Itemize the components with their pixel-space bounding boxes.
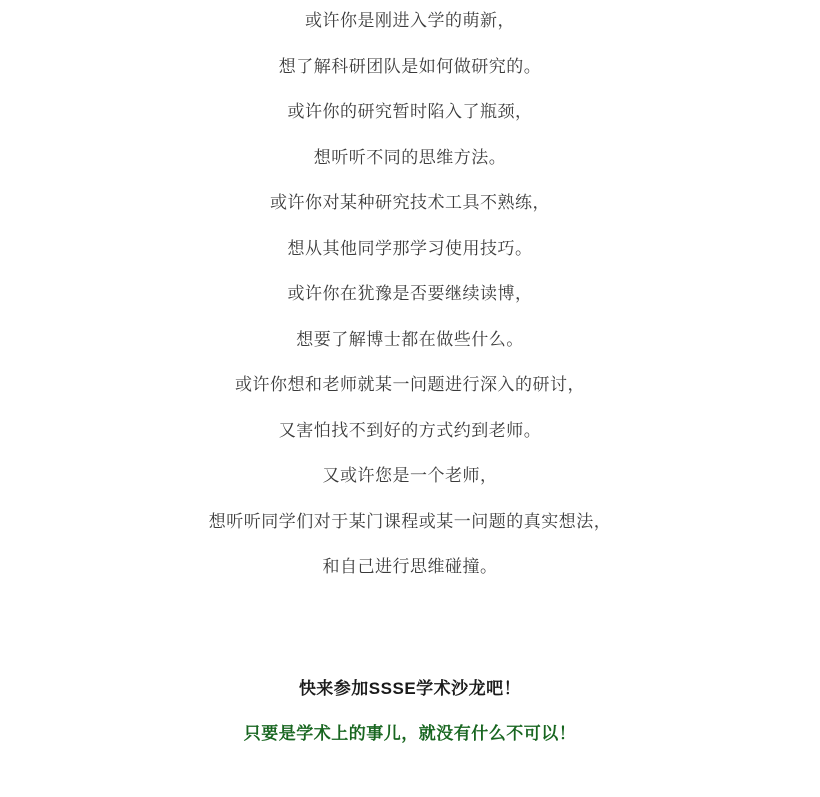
- call-to-action-text: 快来参加SSSE学术沙龙吧！: [298, 678, 522, 698]
- body-paragraph: 或许你在犹豫是否要继续读博，: [287, 284, 533, 303]
- body-paragraph: 想听听同学们对于某门课程或某一问题的真实想法，: [208, 511, 612, 531]
- body-paragraph: 或许你的研究暂时陷入了瓶颈，: [287, 102, 533, 121]
- body-paragraph: 和自己进行思维碰撞。: [322, 557, 498, 576]
- section-spacer: [0, 590, 820, 668]
- body-paragraph: 或许你是刚进入学的萌新，: [305, 11, 515, 30]
- tagline-text: 只要是学术上的事儿，就没有什么不可以！: [243, 723, 577, 743]
- body-paragraph: 想从其他同学那学习使用技巧。: [287, 238, 533, 258]
- body-paragraph: 想了解科研团队是如何做研究的。: [278, 56, 542, 76]
- body-paragraph: 又害怕找不到好的方式约到老师。: [278, 420, 542, 440]
- body-paragraph: 又或许您是一个老师，: [322, 466, 498, 485]
- body-paragraph: 想要了解博士都在做些什么。: [296, 329, 524, 349]
- body-paragraph: 或许你想和老师就某一问题进行深入的研讨，: [235, 375, 585, 394]
- body-paragraph: 或许你对某种研究技术工具不熟练，: [270, 193, 550, 212]
- body-paragraph: 想听听不同的思维方法。: [313, 147, 507, 167]
